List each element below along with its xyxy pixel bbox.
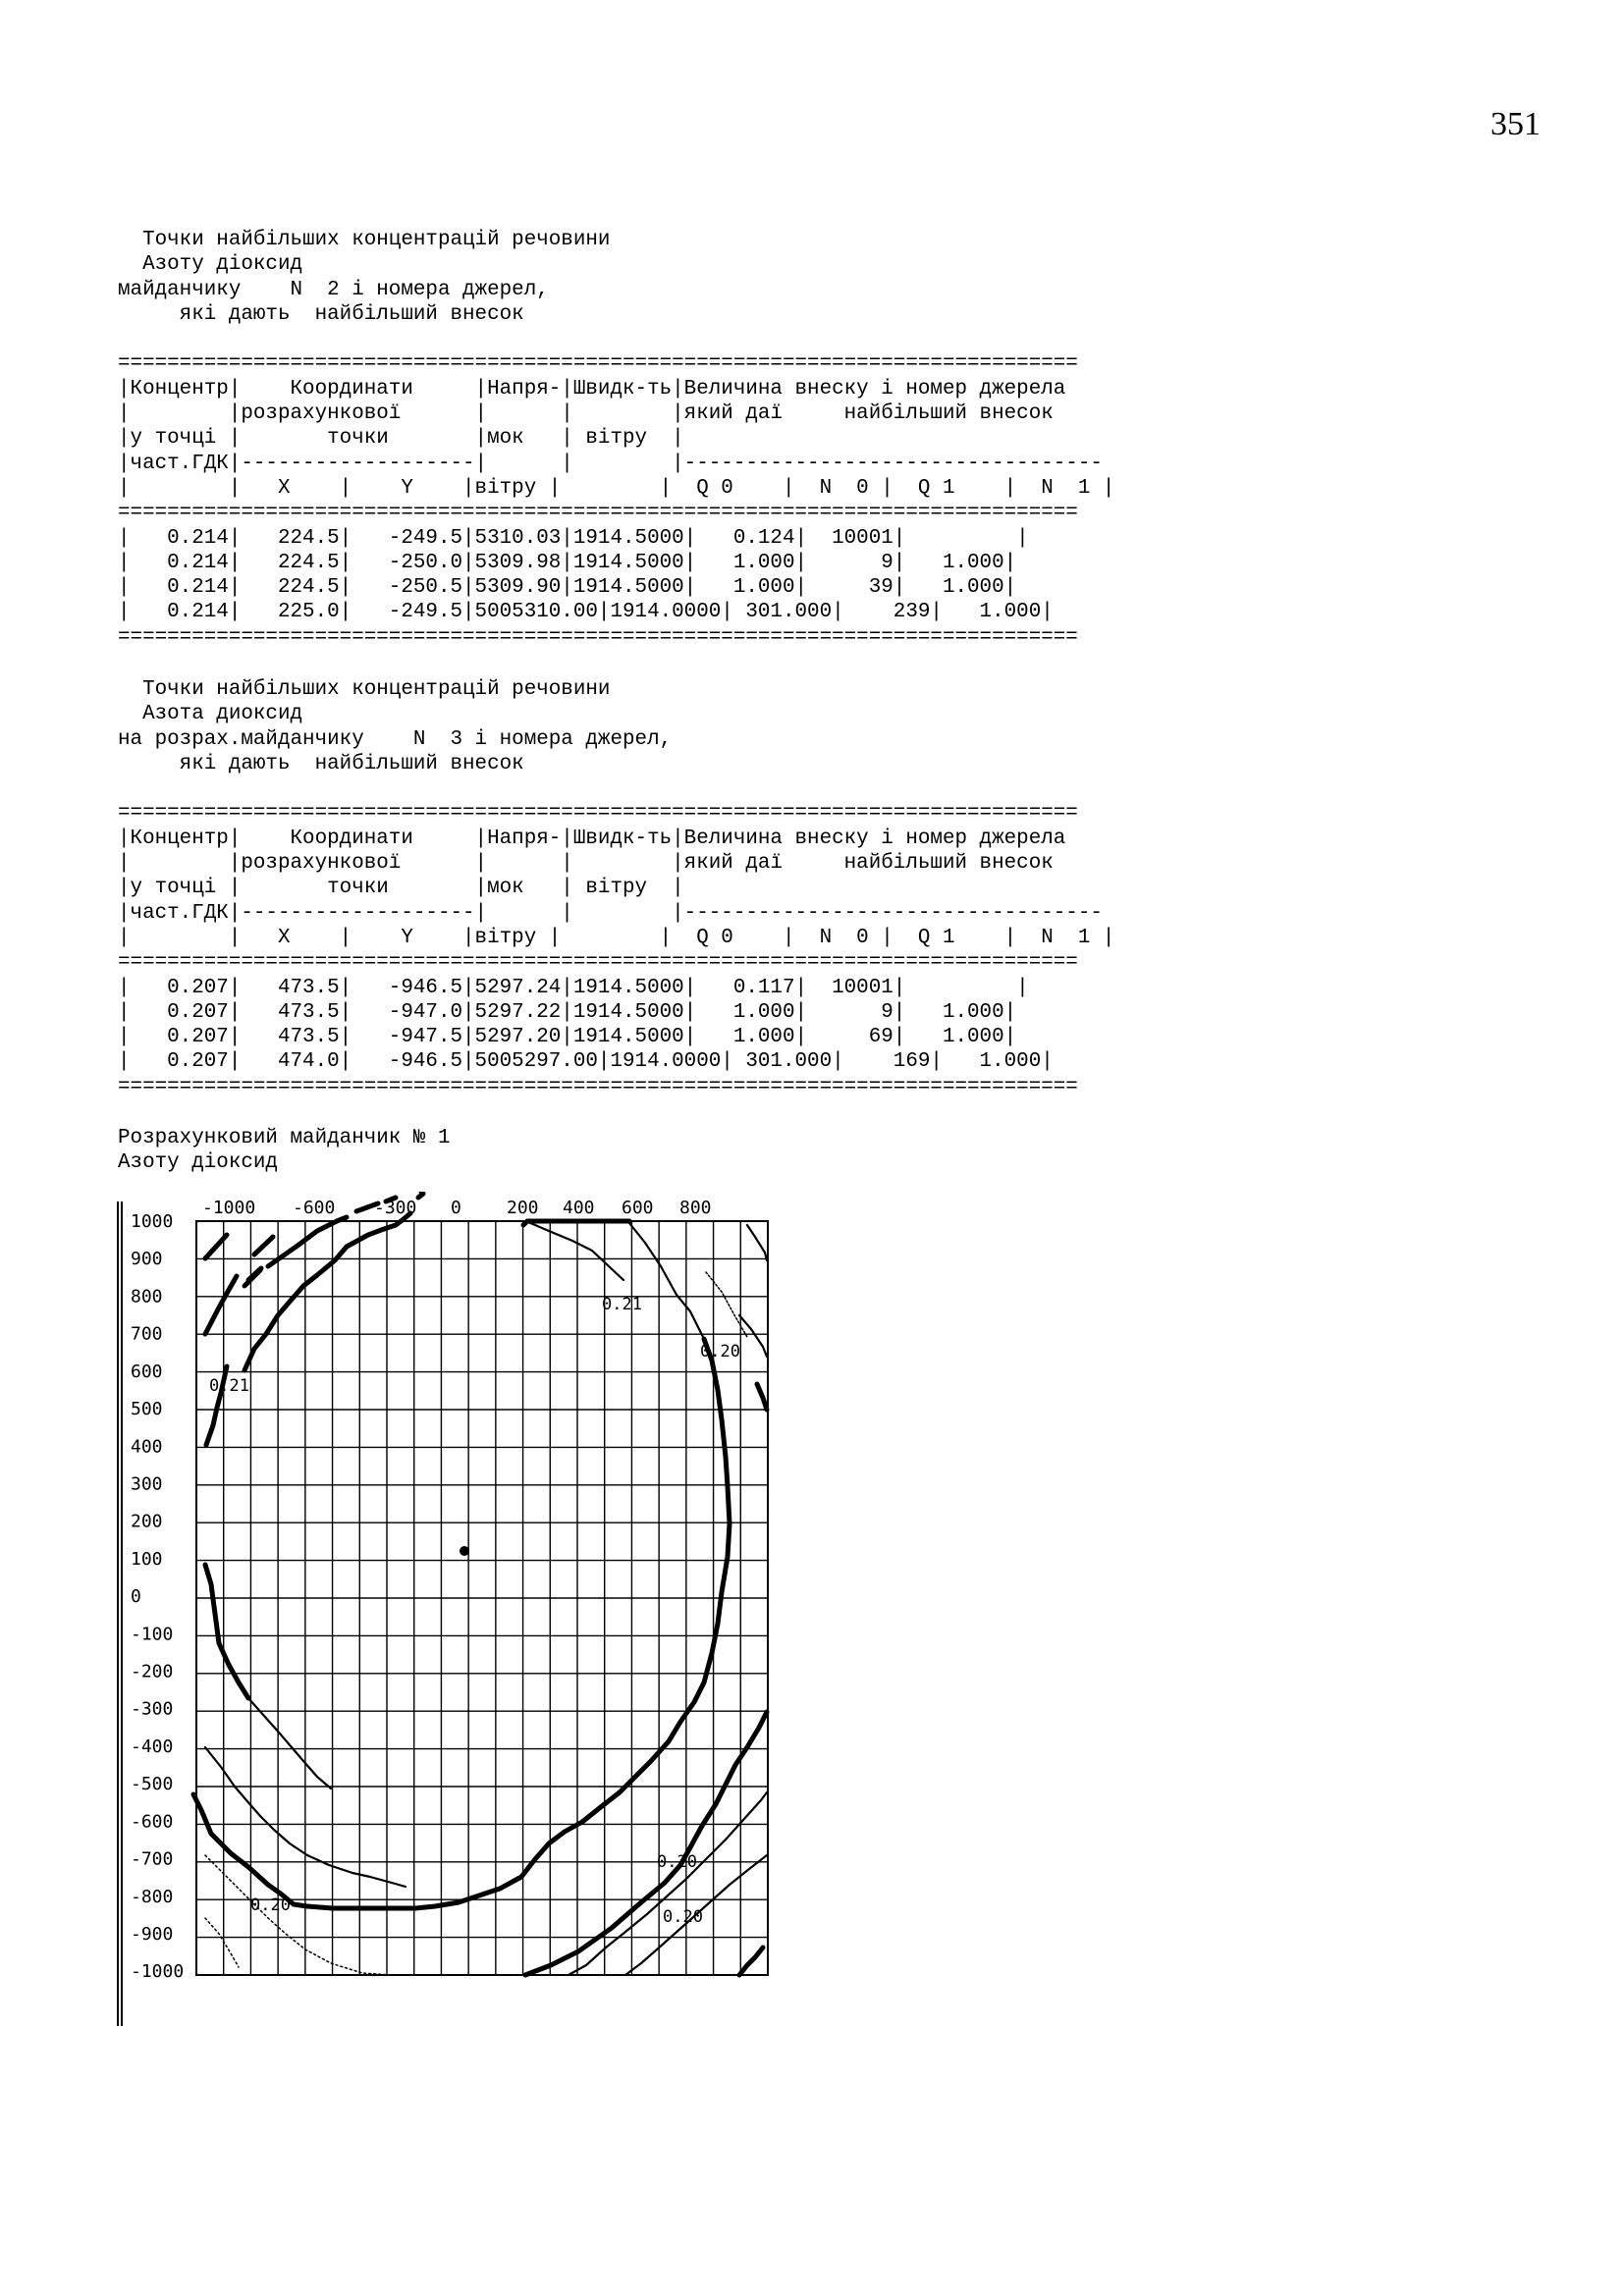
y-tick-label: -700 (131, 1848, 174, 1870)
y-tick-label: 100 (131, 1548, 163, 1570)
y-tick-label: 300 (131, 1473, 163, 1495)
contour-0-21-main (523, 1221, 629, 1225)
contour-label: 0.20 (700, 1342, 740, 1362)
x-tick-label: -1000 (202, 1198, 256, 1218)
y-tick-label: 1000 (131, 1211, 174, 1232)
contour-label: 0.21 (602, 1295, 642, 1314)
table-row: | 0.207| 474.0| -946.5|5005297.00|1914.0000| 301.000| 169| 1.000| (118, 1050, 1054, 1074)
y-tick-label: -500 (131, 1774, 174, 1795)
section-3-title: Розрахунковий майданчик № 1 Азоту діоксид (118, 1127, 451, 1175)
contour-label: 0.20 (250, 1896, 291, 1915)
y-tick-label: -800 (131, 1886, 174, 1907)
x-tick-label: 600 (622, 1198, 654, 1218)
y-tick-label: -900 (131, 1923, 174, 1945)
y-tick-label: 900 (131, 1249, 163, 1270)
contour-0-21-upper-left (205, 1192, 423, 1370)
y-tick-label: -200 (131, 1661, 174, 1682)
contour-plot (111, 1192, 788, 2026)
y-tick-label: 800 (131, 1286, 163, 1308)
y-tick-label: -400 (131, 1735, 174, 1757)
section-2 (118, 677, 1114, 1099)
x-tick-label: -300 (374, 1198, 417, 1218)
y-tick-label: 0 (131, 1586, 141, 1608)
y-tick-label: 500 (131, 1399, 163, 1420)
table-row: | 0.207| 473.5| -946.5|5297.24|1914.5000| 0.117| 10001| | (118, 976, 1029, 999)
section-1-table: ============================================================================== |Концентр| Координати |Напря-|Швидк-ть|Величина внеску і номер джерела | |розрахункової | | |який даї найбільший внесок |у точці | точки |мок | вітру | |част.ГДК|-------------------| | |---------------------------------- | | X | Y |вітру | | Q 0 | N 0 | Q 1 | N 1 | ============================================================================== | 0.214| 224.5| -249.5|5310.03|1914.5000| 0.124| 10001| | | 0.214| 224.5| -250.0|5309.98|1914.5000| 1.000| 9| 1.000| | 0.214| 224.5| -250.5|5309.90|1914.5000| 1.000| 39| 1.000| | 0.214| 225.0| -249.5|5005310.00|1914.0000| 301.000| 239| 1.000| ============================================================================== (118, 352, 1115, 649)
table-row: | 0.214| 224.5| -249.5|5310.03|1914.5000| 0.124| 10001| | (118, 526, 1029, 550)
contour-label: 0.20 (663, 1907, 703, 1927)
x-tick-label: 200 (507, 1198, 539, 1218)
section-1 (118, 228, 1114, 650)
table-row: | 0.214| 224.5| -250.0|5309.98|1914.5000| 1.000| 9| 1.000| (118, 551, 1017, 574)
y-tick-label: -300 (131, 1698, 174, 1720)
section-2-title: Точки найбільших концентрацій речовини Азота диоксид на розрах.майданчику N 3 і номера джерел, які дають найбільший внесок (118, 678, 673, 775)
y-tick-label: -1000 (131, 1961, 185, 1983)
table-row: | 0.214| 225.0| -249.5|5005310.00|1914.0000| 301.000| 239| 1.000| (118, 601, 1054, 624)
y-tick-label: 600 (131, 1361, 163, 1382)
contour-label: 0.21 (209, 1376, 249, 1396)
page-number: 351 (1490, 106, 1541, 142)
y-axis-ticks (131, 1211, 184, 1982)
x-tick-label: 400 (563, 1198, 595, 1218)
x-tick-label: 0 (451, 1198, 461, 1218)
contour-label: 0.20 (657, 1852, 697, 1872)
y-tick-label: 200 (131, 1511, 163, 1532)
table-row: | 0.214| 224.5| -250.5|5309.90|1914.5000| 1.000| 39| 1.000| (118, 576, 1017, 600)
y-tick-label: -600 (131, 1811, 174, 1833)
y-tick-label: -100 (131, 1624, 174, 1645)
x-axis-ticks (202, 1198, 712, 1218)
section-2-table: ============================================================================== |Концентр| Координати |Напря-|Швидк-ть|Величина внеску і номер джерела | |розрахункової | | |який даї найбільший внесок |у точці | точки |мок | вітру | |част.ГДК|-------------------| | |---------------------------------- | | X | Y |вітру | | Q 0 | N 0 | Q 1 | N 1 | ============================================================================== | 0.207| 473.5| -946.5|5297.24|1914.5000| 0.117| 10001| | | 0.207| 473.5| -947.0|5297.22|1914.5000| 1.000| 9| 1.000| | 0.207| 473.5| -947.5|5297.20|1914.5000| 1.000| 69| 1.000| | 0.207| 474.0| -946.5|5005297.00|1914.0000| 301.000| 169| 1.000| ============================================================================== (118, 802, 1115, 1098)
x-tick-label: 800 (679, 1198, 712, 1218)
table-row: | 0.207| 473.5| -947.0|5297.22|1914.5000| 1.000| 9| 1.000| (118, 1000, 1017, 1024)
y-tick-label: 700 (131, 1323, 163, 1345)
contour-0-20-right (525, 1712, 767, 1975)
x-tick-label: -600 (293, 1198, 336, 1218)
section-1-title: Точки найбільших концентрацій речовини Азоту діоксид майданчику N 2 і номера джерел, які дають найбільший внесок (118, 229, 611, 326)
source-marker (460, 1546, 469, 1556)
table-row: | 0.207| 473.5| -947.5|5297.20|1914.5000| 1.000| 69| 1.000| (118, 1026, 1017, 1049)
y-tick-label: 400 (131, 1436, 163, 1458)
